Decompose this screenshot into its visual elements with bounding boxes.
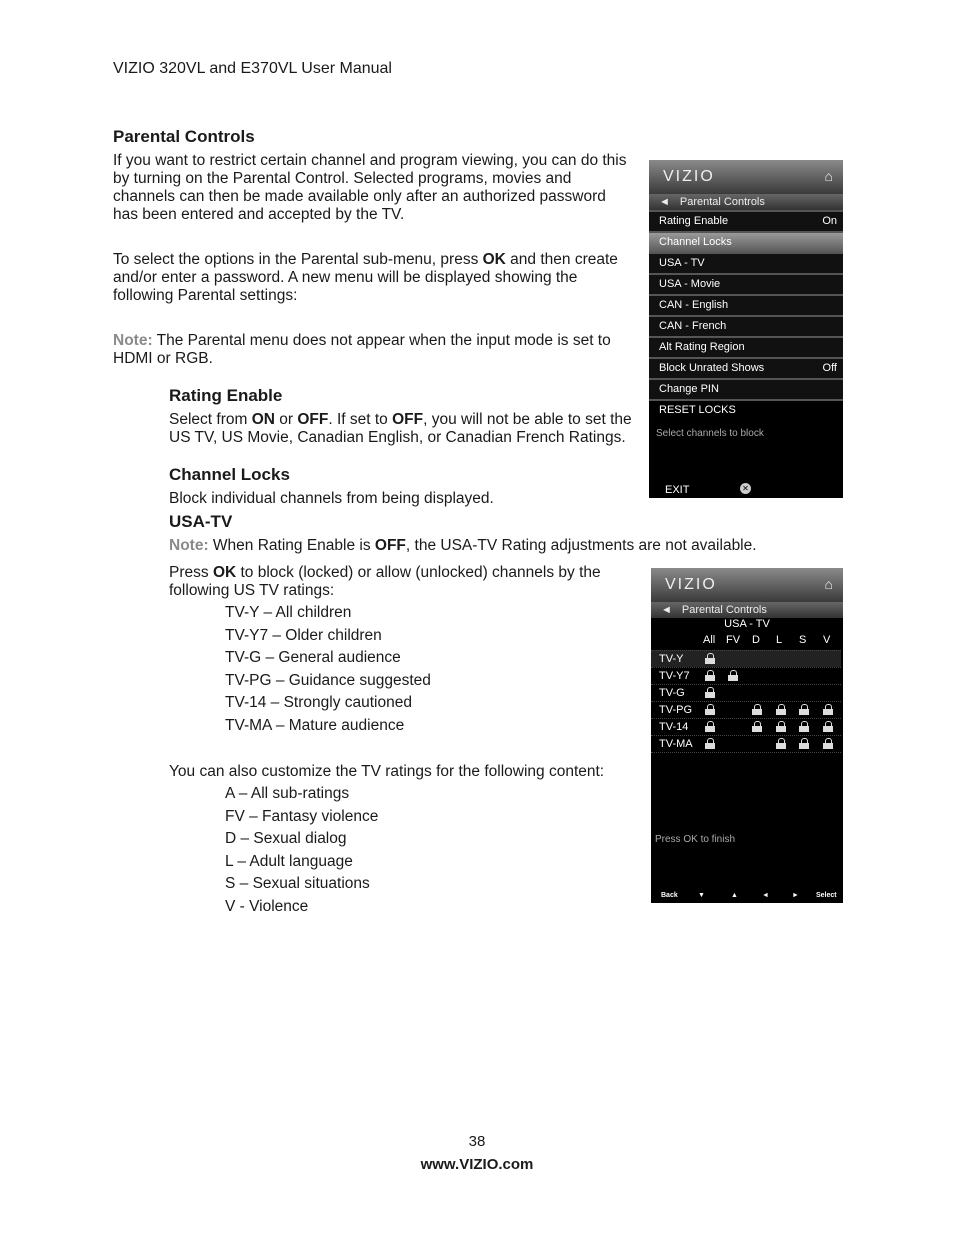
list-item: A – All sub-ratings [225,785,350,802]
vizio-logo: VIZIO [663,168,715,185]
lock-icon[interactable] [776,704,786,715]
parental-note: Note: The Parental menu does not appear when the input mode is set to HDMI or RGB. [113,332,611,367]
parental-menu-screenshot [649,160,843,498]
lock-icon[interactable] [752,704,762,715]
home-icon[interactable]: ⌂ [824,168,833,184]
rating-row-tv-pg[interactable]: TV-PG [651,701,841,718]
lock-icon[interactable] [705,721,715,732]
vizio-logo: VIZIO [665,576,717,593]
lock-icon[interactable] [705,738,715,749]
page-number: 38 [468,1133,486,1150]
list-item: TV-Y7 – Older children [225,626,382,644]
lock-icon[interactable] [705,704,715,715]
list-item: TV-MA – Mature audience [225,716,405,734]
nav-right-icon[interactable]: ► [792,892,799,899]
list-item: TV-Y – All children [225,604,352,621]
column-s: S [799,634,807,646]
menu-breadcrumb[interactable]: ◄ Parental Controls [651,602,843,618]
list-item: S – Sexual situations [225,875,370,893]
nav-back[interactable]: Back [661,892,678,899]
lock-icon[interactable] [799,738,809,749]
menu-breadcrumb[interactable]: ◄ Parental Controls [649,194,843,210]
lock-icon[interactable] [728,670,738,681]
footer-url: www.VIZIO.com [420,1156,534,1173]
list-item: L – Adult language [225,852,353,870]
exit-label[interactable]: EXIT [665,484,690,496]
menu-topbar [651,568,843,602]
rating-row-tv-y[interactable]: TV-Y [651,650,841,667]
manual-header: VIZIO 320VL and E370VL User Manual [113,60,392,77]
rating-row-tv-ma[interactable]: TV-MA [651,735,841,753]
rating-enable-text: Select from ON or OFF. If set to OFF, you will not be able to set the US TV, US Movie, Canadian English, or Canadian French Ratings. [169,411,632,446]
nav-select[interactable]: Select [816,892,837,899]
menu-subtitle: USA - TV [724,618,770,630]
lock-icon[interactable] [799,721,809,732]
usatv-note: Note: When Rating Enable is OFF, the USA-TV Rating adjustments are not available. [169,537,757,554]
list-item: TV-G – General audience [225,649,401,667]
list-item: D – Sexual dialog [225,830,347,848]
rating-list [225,602,431,738]
parental-submenu-text: To select the options in the Parental sub-menu, press OK and then create and/or enter a password. A new menu will be displayed showing the following Parental settings: [113,251,618,304]
channel-locks-text: Block individual channels from being displayed. [169,490,494,507]
rating-enable-title: Rating Enable [169,386,283,405]
menu-topbar [649,160,843,194]
content-list [225,783,378,919]
rating-row-tv-g[interactable]: TV-G [651,684,841,701]
nav-left-icon[interactable]: ◄ [762,892,769,899]
lock-icon[interactable] [776,738,786,749]
list-item: V - Violence [225,897,309,915]
column-all: All [703,634,716,646]
menu-item-usa-movie[interactable]: USA - Movie [649,273,843,294]
usatv-title: USA-TV [169,512,233,531]
list-item: FV – Fantasy violence [225,807,379,825]
column-d: D [752,634,760,646]
menu-item-can-english[interactable]: CAN - English [649,294,843,315]
column-v: V [823,634,831,646]
menu-item-channel-locks[interactable]: Channel Locks [649,231,843,252]
nav-down-icon[interactable]: ▼ [698,892,705,899]
usatv-press-text: Press OK to block (locked) or allow (unlocked) channels by the following US TV ratings: [169,564,601,599]
menu-hint: Select channels to block [656,428,764,439]
menu-item-block-unrated[interactable]: Block Unrated Shows Off [649,357,843,378]
home-icon[interactable]: ⌂ [824,576,833,592]
lock-icon[interactable] [705,687,715,698]
back-arrow-icon[interactable]: ◄ [659,196,670,208]
channel-locks-title: Channel Locks [169,465,290,484]
menu-item-reset-locks[interactable]: RESET LOCKS [649,399,843,420]
lock-icon[interactable] [705,653,715,664]
menu-item-rating-enable[interactable]: Rating Enable On [649,210,843,231]
rating-row-tv-14[interactable]: TV-14 [651,718,841,735]
list-item: TV-PG – Guidance suggested [225,671,431,689]
lock-icon[interactable] [705,670,715,681]
menu-item-alt-rating-region[interactable]: Alt Rating Region [649,336,843,357]
column-l: L [776,634,783,646]
menu-item-can-french[interactable]: CAN - French [649,315,843,336]
menu-item-usa-tv[interactable]: USA - TV [649,252,843,273]
lock-icon[interactable] [752,721,762,732]
parental-controls-title: Parental Controls [113,127,255,146]
nav-up-icon[interactable]: ▲ [731,892,738,899]
lock-icon[interactable] [823,704,833,715]
customize-text: You can also customize the TV ratings for the following content: [169,763,605,780]
rating-row-tv-y7[interactable]: TV-Y7 [651,667,841,684]
column-fv: FV [726,634,741,646]
parental-intro: If you want to restrict certain channel and program viewing, you can do this by turning on the Parental Control. Selected programs, movies and channels can then be made available only after an authorized password has been entered and accepted by the TV. [113,152,627,223]
menu-item-change-pin[interactable]: Change PIN [649,378,843,399]
exit-icon[interactable]: ✕ [740,483,751,494]
lock-icon[interactable] [776,721,786,732]
list-item: TV-14 – Strongly cautioned [225,694,412,712]
usatv-menu-screenshot [651,568,843,903]
back-arrow-icon[interactable]: ◄ [661,604,672,616]
lock-icon[interactable] [823,721,833,732]
lock-icon[interactable] [823,738,833,749]
menu-hint: Press OK to finish [655,834,736,845]
lock-icon[interactable] [799,704,809,715]
